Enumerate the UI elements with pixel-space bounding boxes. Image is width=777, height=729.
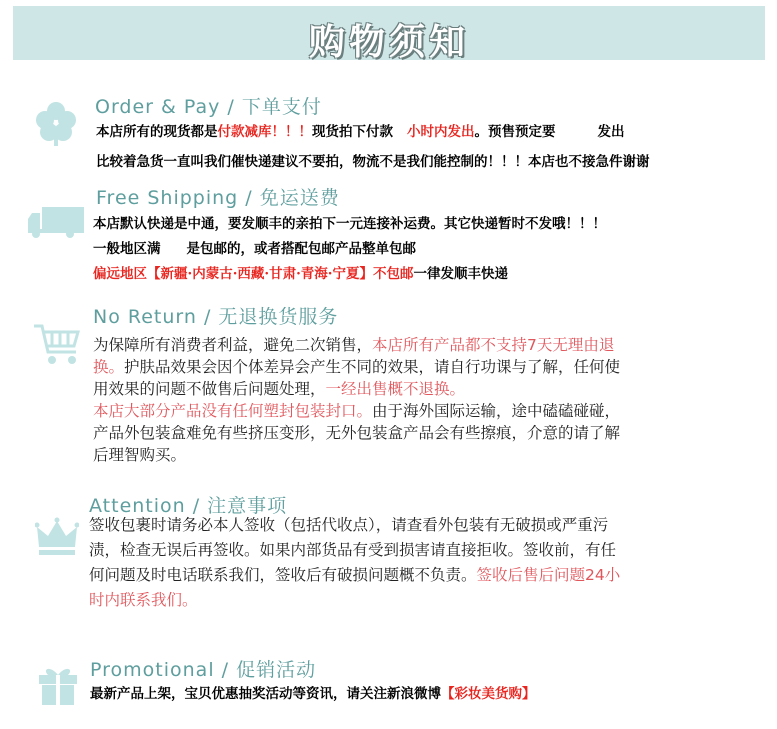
attention-line-4: 时内联系我们。 — [89, 591, 198, 609]
section-title-shipping: Free Shipping / 免运送费 — [96, 187, 340, 209]
noreturn-line-1: 为保障所有消费者利益，避免二次销售，本店所有产品都不支持7天无理由退 — [93, 336, 615, 354]
attention-line-3: 何问题及时电话联系我们，签收后有破损问题概不负责。签收后售后问题24小 — [89, 566, 621, 584]
noreturn-line-3: 用效果的问题不做售后问题处理，一经出售概不退换。 — [93, 380, 466, 398]
attention-line-2: 渍，检查无误后再签收。如果内部货品有受到损害请直接拒收。签收前，有任 — [89, 541, 617, 559]
order-line-2: 比较着急货一直叫我们催快递建议不要拍，物流不是我们能控制的！！！本店也不接急件谢谢 — [96, 154, 650, 170]
banner-title: 购物须知 — [308, 22, 469, 63]
clover-icon — [32, 100, 80, 148]
noreturn-line-2: 换。护肤品效果会因个体差异会产生不同的效果，请自行功课与了解，任何使 — [93, 358, 621, 376]
section-title-promo: Promotional / 促销活动 — [90, 659, 317, 681]
order-line-1: 本店所有的现货都是付款减库！！！现货拍下付款 小时内发出。预售预定要 发出 — [96, 124, 625, 140]
shipping-line-1: 本店默认快递是中通，要发顺丰的亲拍下一元连接补运费。其它快递暂时不发哦！！！ — [93, 216, 606, 232]
shipping-line-3: 偏远地区【新疆·内蒙古·西藏·甘肃·青海·宁夏】不包邮一律发顺丰快递 — [93, 266, 508, 282]
shipping-line-2: 一般地区满 是包邮的，或者搭配包邮产品整单包邮 — [93, 241, 416, 257]
noreturn-line-4: 本店大部分产品没有任何塑封包装封口。由于海外国际运输，途中磕磕碰碰， — [93, 402, 621, 420]
noreturn-line-5: 产品外包装盒难免有些挤压变形，无外包装盒产品会有些擦痕，介意的请了解 — [93, 424, 621, 442]
gift-icon — [36, 663, 80, 707]
header-banner — [13, 6, 765, 63]
noreturn-line-6: 后理智购买。 — [93, 446, 187, 464]
attention-line-1: 签收包裹时请务必本人签收（包括代收点），请查看外包装有无破损或严重污 — [89, 516, 609, 534]
cart-icon — [32, 322, 82, 368]
section-title-noreturn: No Return / 无退换货服务 — [93, 306, 339, 328]
section-title-attention: Attention / 注意事项 — [89, 495, 288, 517]
promo-line-1: 最新产品上架，宝贝优惠抽奖活动等资讯，请关注新浪微博【彩妆美货购】 — [90, 686, 536, 702]
section-title-order: Order & Pay / 下单支付 — [95, 96, 322, 118]
truck-icon — [26, 205, 86, 239]
crown-icon — [35, 517, 79, 557]
